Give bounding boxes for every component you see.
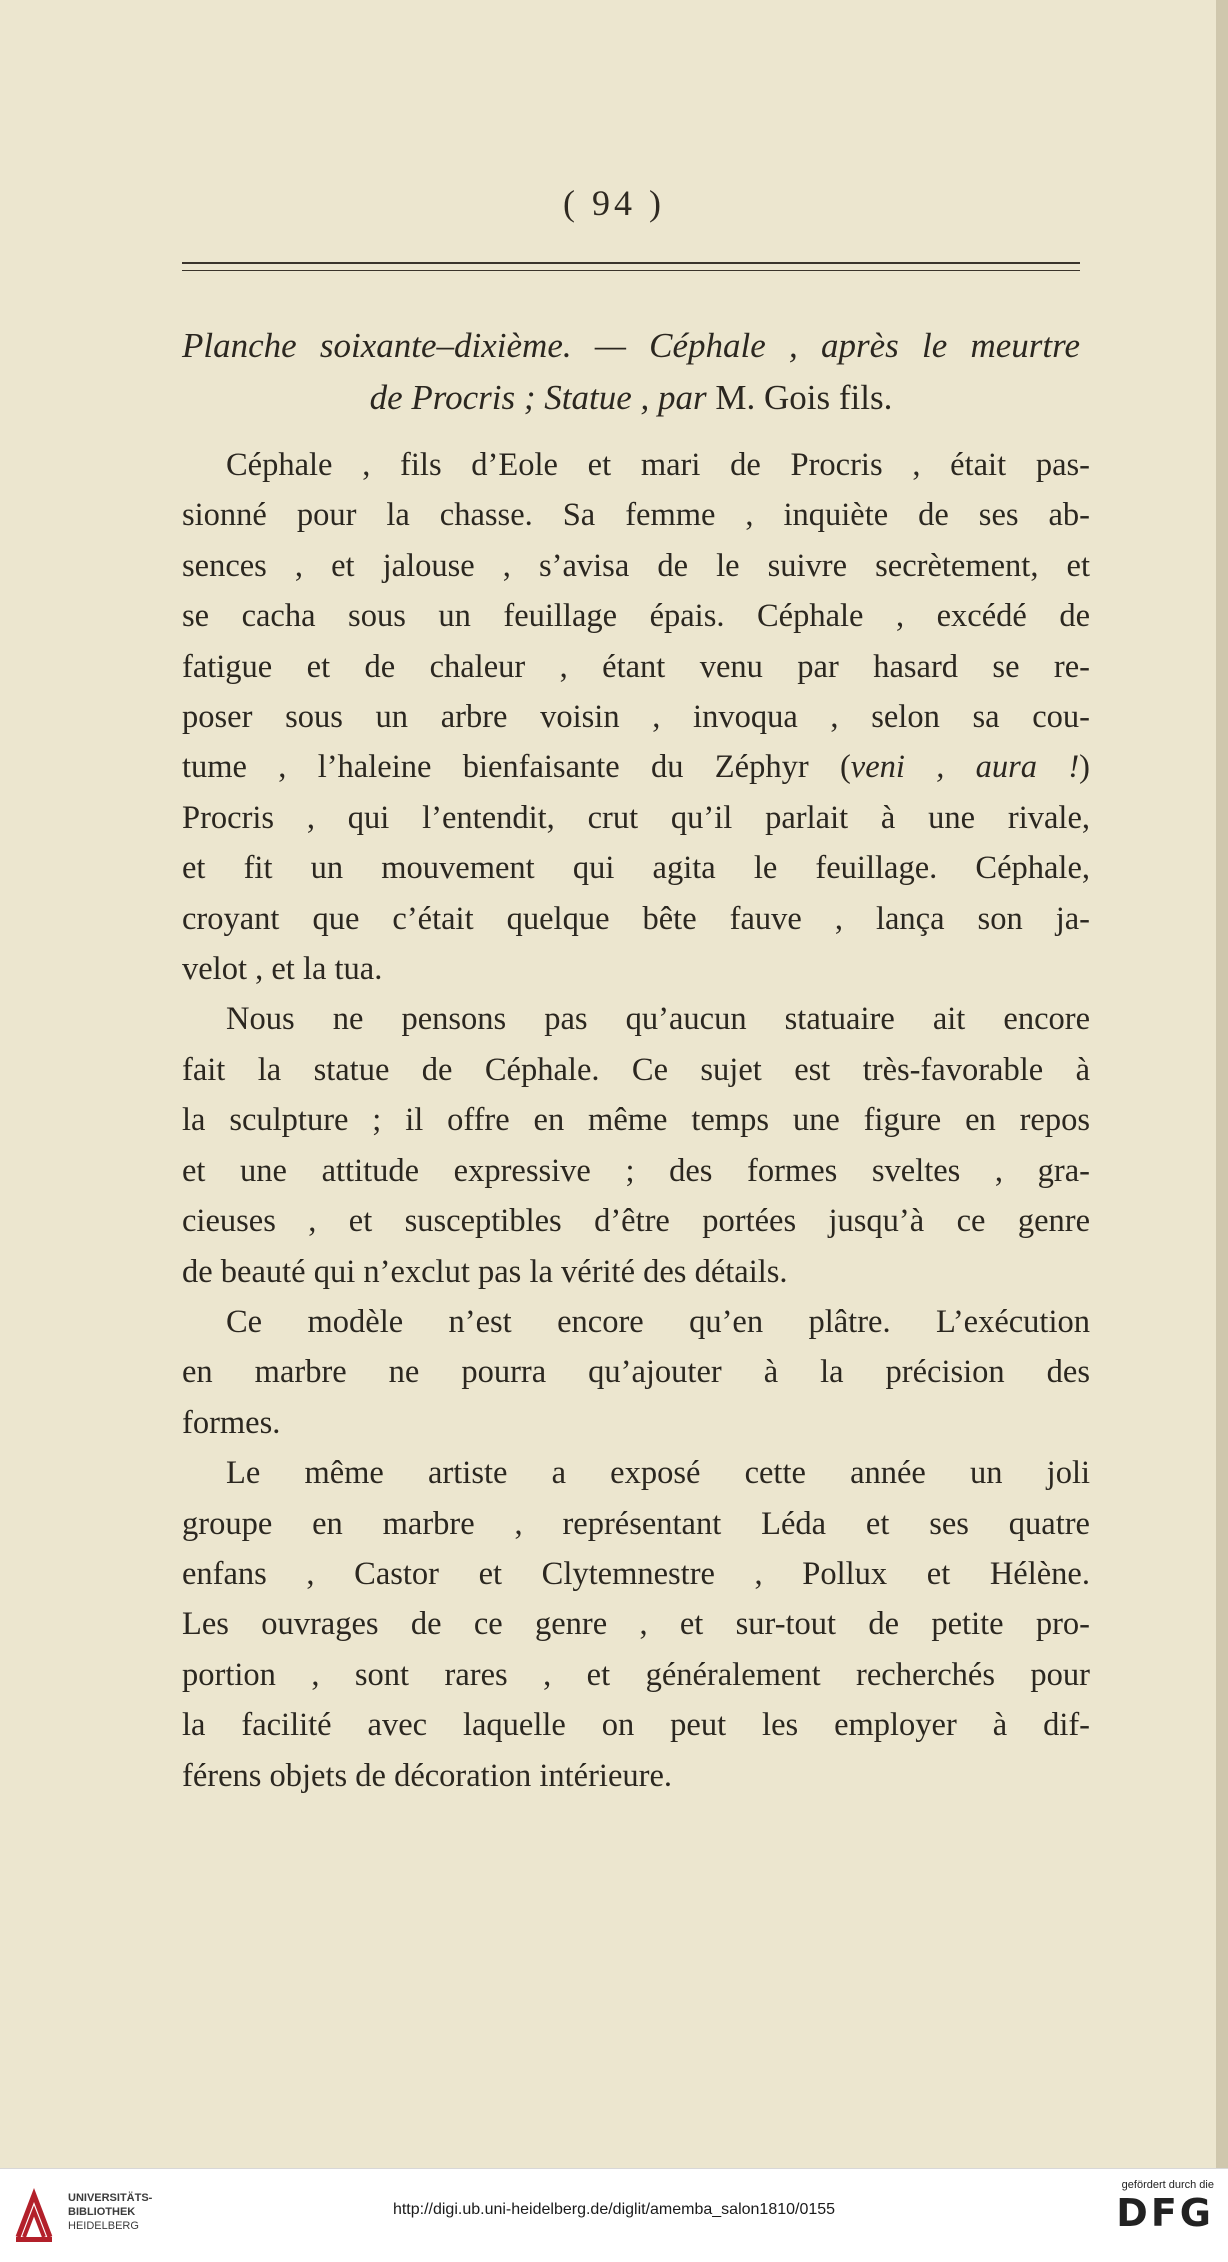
text-line: velot , et la tua. bbox=[182, 951, 383, 988]
permalink-url[interactable]: http://digi.ub.uni-heidelberg.de/diglit/amemba_salon1810/0155 bbox=[392, 2201, 836, 2218]
text-line: en marbre ne pourra qu’ajouter à la précision des bbox=[182, 1354, 1090, 1391]
body-text bbox=[182, 440, 1090, 1801]
library-name-line2: BIBLIOTHEK bbox=[68, 2206, 136, 2218]
heading-line-1: Planche soixante–dixième. — Céphale , après le meurtre bbox=[182, 326, 1080, 365]
text-line: et fit un mouvement qui agita le feuillage. Céphale, bbox=[182, 850, 1090, 887]
text-line: groupe en marbre , représentant Léda et ses quatre bbox=[182, 1505, 1090, 1542]
text-line: fatigue et de chaleur , étant venu par hasard se re- bbox=[182, 648, 1090, 685]
text-line: la sculpture ; il offre en même temps une figure en repos bbox=[182, 1102, 1090, 1139]
text-line-part: tume , l’haleine bienfaisante du Zéphyr ( bbox=[182, 749, 851, 786]
page-edge bbox=[1216, 0, 1228, 2168]
text-line: Procris , qui l’entendit, crut qu’il parlait à une rivale, bbox=[182, 799, 1090, 836]
text-line: se cacha sous un feuillage épais. Céphale , excédé de bbox=[182, 598, 1090, 635]
text-line: de beauté qui n’exclut pas la vérité des détails. bbox=[182, 1253, 788, 1290]
text-line: Nous ne pensons pas qu’aucun statuaire ait encore bbox=[226, 1001, 1090, 1038]
text-line: Ce modèle n’est encore qu’en plâtre. L’exécution bbox=[226, 1303, 1090, 1340]
funded-by-label: gefördert durch die bbox=[1121, 2179, 1214, 2191]
text-line: cieuses , et susceptibles d’être portées jusqu’à ce genre bbox=[182, 1203, 1090, 1240]
latin-quote: veni , aura ! bbox=[850, 749, 1080, 786]
heading-line-2-text: de Procris ; Statue , par bbox=[369, 378, 716, 417]
dfg-logo: DFG bbox=[1116, 2191, 1214, 2235]
viewer-footer bbox=[0, 2168, 1228, 2262]
text-line: enfans , Castor et Clytemnestre , Pollux et Hélène. bbox=[182, 1555, 1090, 1592]
text-line: et une attitude expressive ; des formes sveltes , gra- bbox=[182, 1152, 1090, 1189]
library-name-line3: HEIDELBERG bbox=[68, 2220, 139, 2232]
text-line: poser sous un arbre voisin , invoqua , selon sa cou- bbox=[182, 699, 1090, 736]
quote-close: ) bbox=[1079, 749, 1090, 786]
text-line: férens objets de décoration intérieure. bbox=[182, 1757, 672, 1794]
text-line: croyant que c’était quelque bête fauve , lança son ja- bbox=[182, 900, 1090, 937]
text-line: la facilité avec laquelle on peut les employer à dif- bbox=[182, 1707, 1090, 1744]
heading-author: M. Gois fils. bbox=[715, 378, 893, 417]
plate-heading bbox=[182, 320, 1080, 424]
text-line: portion , sont rares , et généralement recherchés pour bbox=[182, 1656, 1090, 1693]
library-name-line1: UNIVERSITÄTS- bbox=[68, 2192, 153, 2204]
text-line: Céphale , fils d’Eole et mari de Procris , était pas- bbox=[226, 447, 1090, 483]
text-line: sences , et jalouse , s’avisa de le suivre secrètement, et bbox=[182, 547, 1090, 584]
header-rule-thin bbox=[182, 270, 1080, 271]
text-line: Le même artiste a exposé cette année un joli bbox=[226, 1455, 1090, 1492]
text-line: Les ouvrages de ce genre , et sur-tout de petite pro- bbox=[182, 1606, 1090, 1643]
page-number: ( 94 ) bbox=[563, 183, 665, 223]
text-line: fait la statue de Céphale. Ce sujet est très-favorable à bbox=[182, 1051, 1090, 1088]
funding-note bbox=[1116, 2179, 1214, 2235]
heading-line-2 bbox=[182, 372, 1080, 424]
text-line: formes. bbox=[182, 1404, 281, 1441]
header-rule bbox=[182, 262, 1080, 264]
text-line: sionné pour la chasse. Sa femme , inquiète de ses ab- bbox=[182, 497, 1090, 534]
text-line-quote bbox=[182, 742, 1090, 792]
